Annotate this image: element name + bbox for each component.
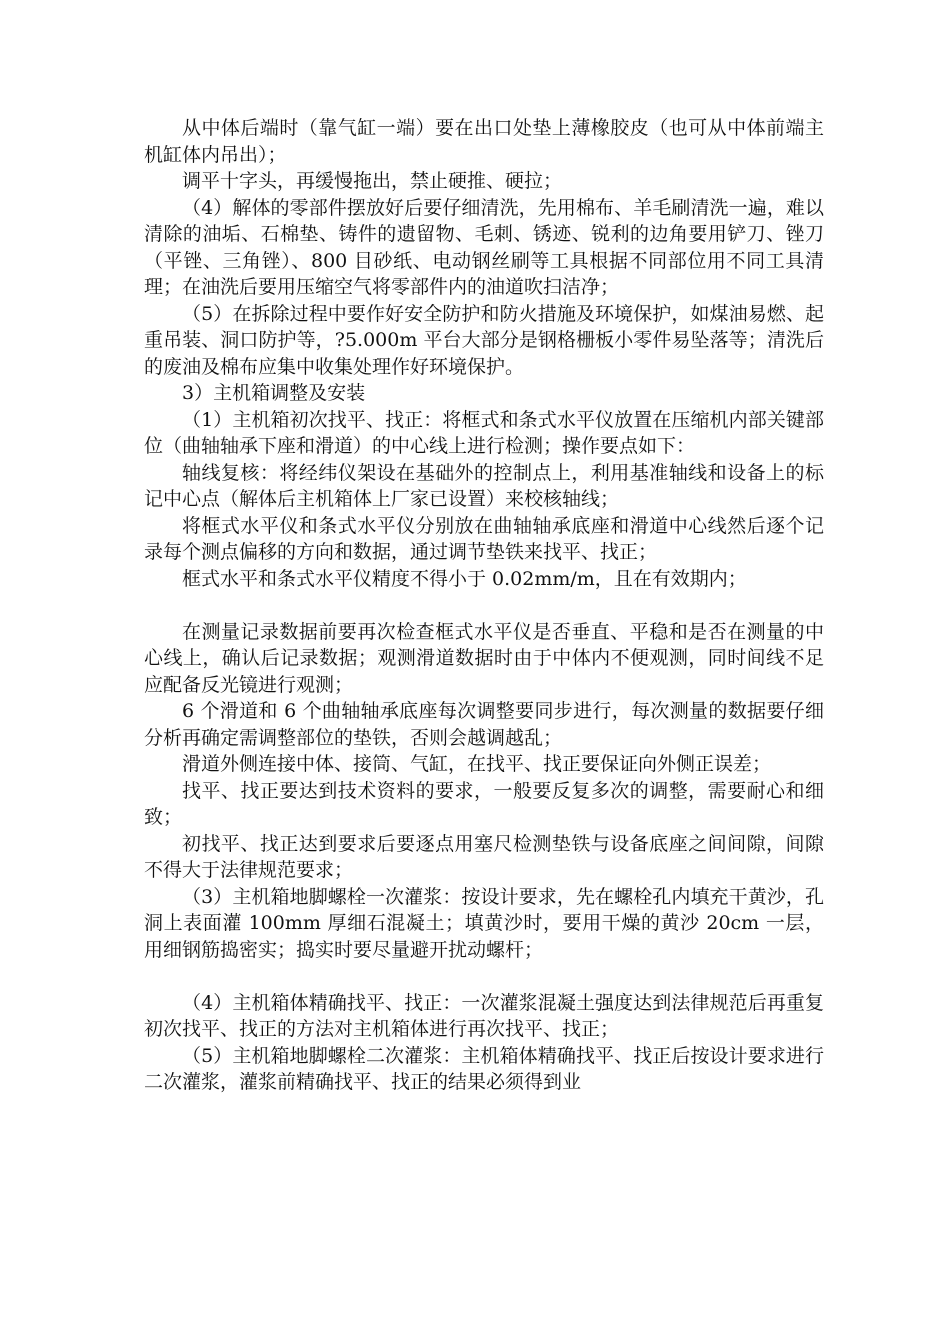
paragraph-safety-protection: （5）在拆除过程中要作好安全防护和防火措施及环境保护，如煤油易燃、起重吊装、洞口防护等，?5.000m 平台大部分是钢格栅板小零件易坠落等；清洗后的废油及棉布应集中收集处理作好环境保护。 [144,302,824,378]
paragraph-first-grouting: （3）主机箱地脚螺栓一次灌浆：按设计要求，先在螺栓孔内填充干黄沙，孔洞上表面灌 100mm 厚细石混凝土；填黄沙时，要用干燥的黄沙 20cm 一层，用细钢筋捣密实；捣实时要尽量避开扰动螺杆； [144,885,824,961]
paragraph-crosshead-leveling: 调平十字头，再缓慢拖出，禁止硬推、硬拉； [182,170,563,192]
paragraph-synchronous-adjustment: 6 个滑道和 6 个曲轴轴承底座每次调整要同步进行，每次测量的数据要仔细分析再确定需调整部位的垫铁，否则会越调越乱； [144,700,824,749]
paragraph-precise-leveling: （4）主机箱体精确找平、找正：一次灌浆混凝土强度达到法律规范后再重复初次找平、找正的方法对主机箱体进行再次找平、找正； [144,991,824,1040]
document-page [144,115,824,1096]
paragraph-initial-leveling: （1）主机箱初次找平、找正：将框式和条式水平仪放置在压缩机内部关键部位（曲轴轴承下座和滑道）的中心线上进行检测；操作要点如下： [144,408,824,457]
paragraph-repeated-adjustment: 找平、找正要达到技术资料的要求，一般要反复多次的调整，需要耐心和细致； [144,779,824,828]
paragraph-removal-method: 从中体后端时（靠气缸一端）要在出口处垫上薄橡胶皮（也可从中体前端主机缸体内吊出）； [144,117,824,166]
paragraph-parts-cleaning: （4）解体的零部件摆放好后要仔细清洗，先用棉布、羊毛刷清洗一遍，难以清除的油垢、石棉垫、铸件的遗留物、毛刺、锈迹、锐利的边角要用铲刀、锉刀（平锉、三角锉）、800 目砂纸、电动钢丝刷等工具根据不同部位用不同工具清理；在油洗后要用压缩空气将零部件内的油道吹扫洁净； [144,196,824,298]
paragraph-second-grouting: （5）主机箱地脚螺栓二次灌浆：主机箱体精确找平、找正后按设计要求进行二次灌浆，灌浆前精确找平、找正的结果必须得到业 [144,1044,824,1093]
paragraph-feeler-gauge: 初找平、找正达到要求后要逐点用塞尺检测垫铁与设备底座之间间隙，间隙不得大于法律规范要求； [144,832,824,881]
paragraph-outer-tolerance: 滑道外侧连接中体、接筒、气缸，在找平、找正要保证向外侧正误差； [182,753,772,775]
paragraph-level-precision: 框式水平和条式水平仪精度不得小于 0.02mm/m，且在有效期内； [182,567,747,590]
paragraph-level-placement: 将框式水平仪和条式水平仪分别放在曲轴轴承底座和滑道中心线然后逐个记录每个测点偏移的方向和数据，通过调节垫铁来找平、找正； [144,514,824,563]
paragraph-measurement-check: 在测量记录数据前要再次检查框式水平仪是否垂直、平稳和是否在测量的中心线上，确认后记录数据；观测滑道数据时由于中体内不便观测，同时间线不足应配备反光镜进行观测； [144,620,824,696]
paragraph-axis-check: 轴线复核：将经纬仪架设在基础外的控制点上，利用基准轴线和设备上的标记中心点（解体后主机箱体上厂家已设置）来校核轴线； [144,461,824,510]
section-heading-main-box: 3）主机箱调整及安装 [182,382,366,404]
